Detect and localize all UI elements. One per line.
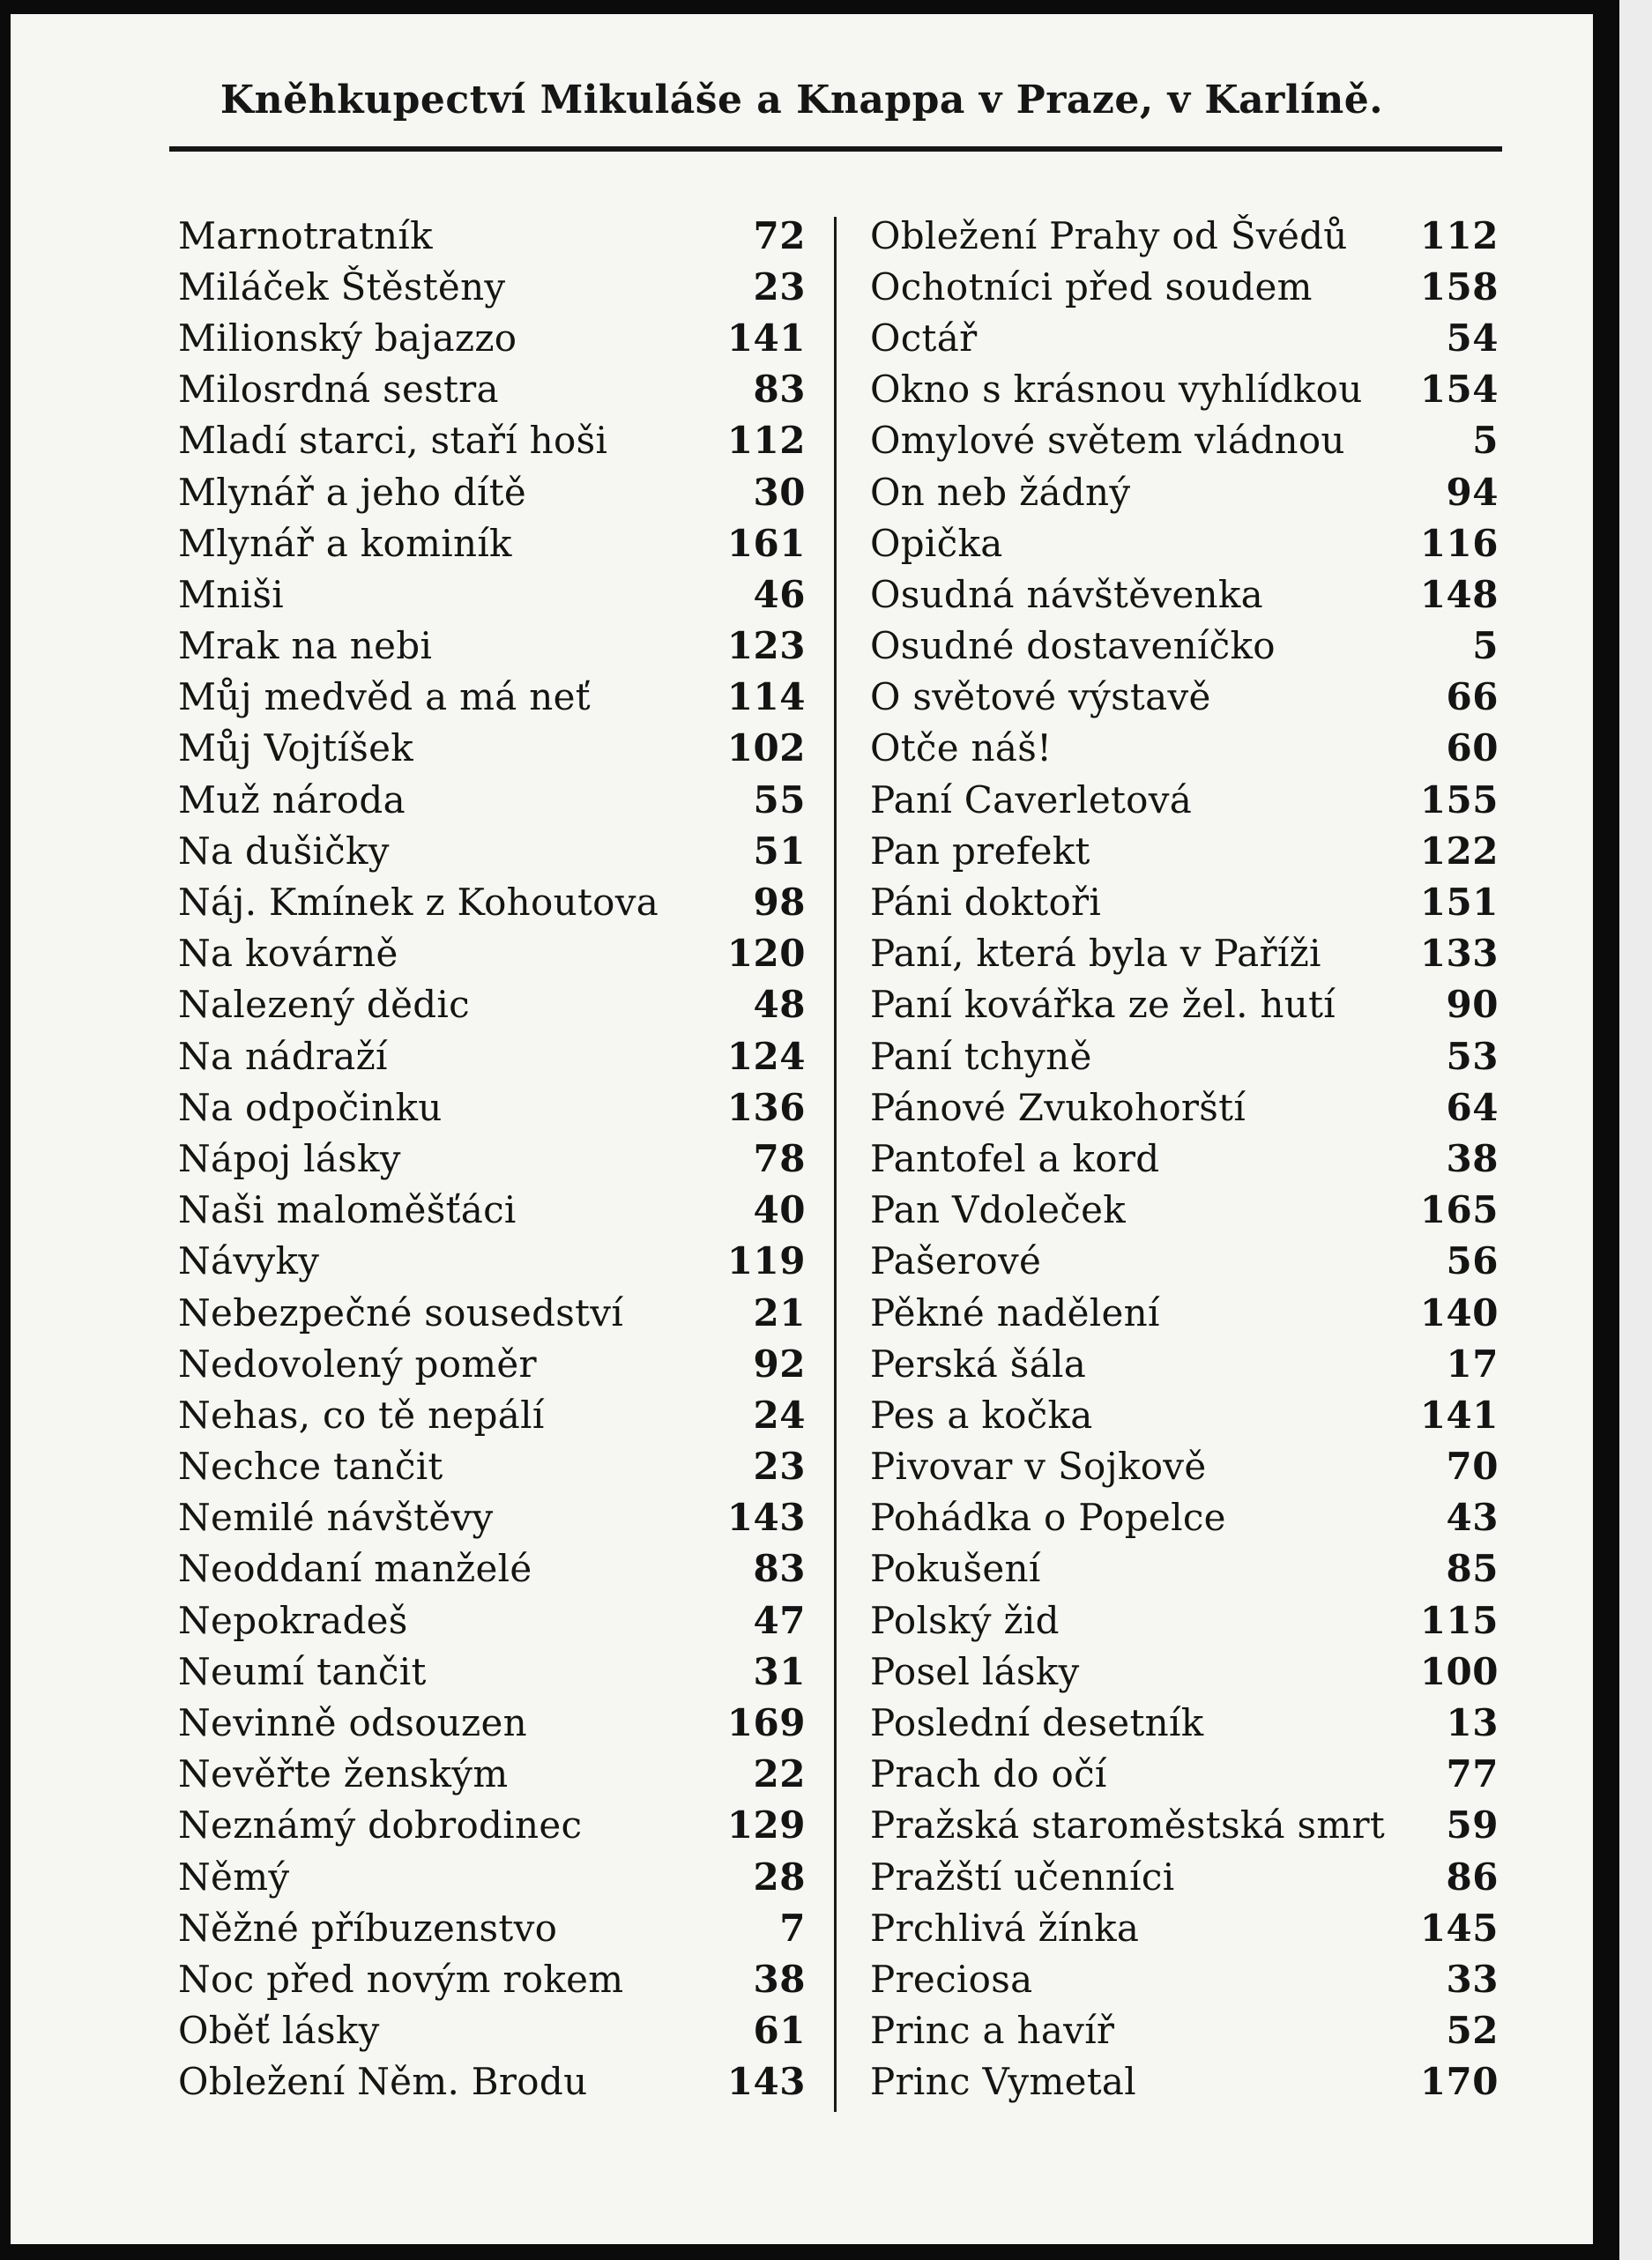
entry-title: On neb žádný [870, 470, 1131, 514]
list-item [870, 1441, 1499, 1492]
list-item [178, 1646, 806, 1697]
list-item [178, 1287, 806, 1338]
entry-title: Pantofel a kord [870, 1136, 1160, 1180]
entry-title: Prach do očí [870, 1752, 1107, 1796]
entry-page-number: 170 [1419, 2060, 1499, 2104]
entry-title: Můj medvěd a má neť [178, 675, 591, 719]
header-rule [169, 146, 1502, 152]
entry-page-number: 115 [1419, 1598, 1499, 1642]
entry-title: Octář [870, 316, 978, 360]
entry-page-number: 55 [753, 777, 806, 821]
entry-page-number: 64 [1446, 1085, 1499, 1129]
entry-title: Princ a havíř [870, 2009, 1115, 2053]
list-item [870, 1492, 1499, 1543]
entry-page-number: 40 [753, 1188, 806, 1232]
list-item [178, 1749, 806, 1800]
entry-title: Omylové světem vládnou [870, 419, 1345, 463]
entry-title: Nepokradeš [178, 1598, 408, 1642]
left-column [178, 210, 806, 2108]
page-header: Kněhkupectví Mikuláše a Knappa v Praze, v Karlíně. [220, 78, 1384, 123]
list-item [178, 517, 806, 569]
entry-title: Pohádka o Popelce [870, 1496, 1226, 1540]
list-item [870, 517, 1499, 569]
entry-page-number: 161 [726, 521, 806, 565]
entry-page-number: 145 [1419, 1906, 1499, 1950]
list-item [178, 825, 806, 876]
entry-title: Pivovar v Sojkově [870, 1445, 1207, 1489]
entry-page-number: 23 [753, 264, 806, 309]
entry-page-number: 7 [779, 1906, 806, 1950]
entry-page-number: 38 [1446, 1136, 1499, 1180]
list-item [870, 569, 1499, 620]
list-item [870, 1338, 1499, 1389]
entry-title: Pašerové [870, 1239, 1042, 1283]
list-item [178, 312, 806, 363]
entry-title: Poslední desetník [870, 1701, 1204, 1745]
list-item [870, 1902, 1499, 1953]
list-item [178, 723, 806, 774]
entry-title: Muž národa [178, 777, 406, 821]
entry-page-number: 48 [753, 983, 806, 1027]
entry-page-number: 30 [753, 470, 806, 514]
list-item [178, 928, 806, 979]
entry-title: Můj Vojtíšek [178, 726, 413, 770]
entry-page-number: 5 [1472, 624, 1499, 668]
list-item [178, 415, 806, 466]
list-item [870, 672, 1499, 723]
entry-title: O světové výstavě [870, 675, 1211, 719]
entry-title: Ochotníci před soudem [870, 264, 1313, 309]
entry-title: Milionský bajazzo [178, 316, 517, 360]
entry-page-number: 120 [726, 932, 806, 976]
entry-title: Pěkné nadělení [870, 1290, 1160, 1334]
entry-title: Pánové Zvukohorští [870, 1085, 1246, 1129]
entry-title: Mlynář a jeho dítě [178, 470, 527, 514]
entry-page-number: 60 [1446, 726, 1499, 770]
entry-page-number: 102 [726, 726, 806, 770]
list-item [870, 1595, 1499, 1646]
list-item [870, 1851, 1499, 1902]
entry-page-number: 78 [753, 1136, 806, 1180]
entry-page-number: 31 [753, 1649, 806, 1693]
list-item [178, 466, 806, 517]
list-item [178, 1082, 806, 1133]
entry-title: Prchlivá žínka [870, 1906, 1140, 1950]
list-item [178, 1595, 806, 1646]
entry-page-number: 165 [1419, 1188, 1499, 1232]
list-item [178, 1389, 806, 1440]
entry-title: Mrak na nebi [178, 624, 433, 668]
entry-title: Naši maloměšťáci [178, 1188, 517, 1232]
list-item [178, 364, 806, 415]
entry-page-number: 158 [1419, 264, 1499, 309]
entry-page-number: 122 [1419, 829, 1499, 873]
list-item [870, 1800, 1499, 1851]
list-item [178, 2056, 806, 2108]
list-item [870, 1287, 1499, 1338]
entry-page-number: 116 [1419, 521, 1499, 565]
entry-page-number: 53 [1446, 1034, 1499, 1078]
entry-page-number: 21 [753, 1290, 806, 1334]
entry-page-number: 46 [753, 572, 806, 616]
entry-title: Otče náš! [870, 726, 1053, 770]
entry-title: Paní, která byla v Paříži [870, 932, 1321, 976]
entry-title: Preciosa [870, 1957, 1033, 2001]
entry-page-number: 114 [726, 675, 806, 719]
list-item [870, 979, 1499, 1030]
entry-title: Nedovolený poměr [178, 1342, 537, 1386]
entry-page-number: 151 [1419, 881, 1499, 925]
list-item [870, 1133, 1499, 1184]
entry-title: Nápoj lásky [178, 1136, 401, 1180]
entry-title: Miláček Štěstěny [178, 264, 506, 309]
entry-title: Obležení Prahy od Švédů [870, 213, 1348, 257]
list-item [178, 1902, 806, 1953]
entry-page-number: 143 [726, 1496, 806, 1540]
list-item [178, 1953, 806, 2004]
list-item [178, 1133, 806, 1184]
entry-title: Nehas, co tě nepálí [178, 1393, 545, 1437]
entry-page-number: 133 [1419, 932, 1499, 976]
list-item [178, 569, 806, 620]
list-item [870, 1953, 1499, 2004]
list-item [870, 466, 1499, 517]
list-item [870, 415, 1499, 466]
list-item [178, 1441, 806, 1492]
entry-page-number: 23 [753, 1445, 806, 1489]
entry-title: Paní Caverletová [870, 777, 1193, 821]
entry-title: Nevěřte ženským [178, 1752, 509, 1796]
entry-page-number: 169 [726, 1701, 806, 1745]
entry-title: Pražská staroměstská smrt [870, 1803, 1386, 1847]
entry-page-number: 94 [1446, 470, 1499, 514]
entry-page-number: 56 [1446, 1239, 1499, 1283]
entry-page-number: 124 [726, 1034, 806, 1078]
entry-page-number: 143 [726, 2060, 806, 2104]
right-column [870, 210, 1499, 2108]
list-item [870, 2005, 1499, 2056]
list-item [178, 1851, 806, 1902]
list-item [178, 2005, 806, 2056]
entry-page-number: 13 [1446, 1701, 1499, 1745]
entry-page-number: 141 [1419, 1393, 1499, 1437]
entry-title: Nevinně odsouzen [178, 1701, 527, 1745]
entry-page-number: 148 [1419, 572, 1499, 616]
entry-page-number: 28 [753, 1855, 806, 1899]
entry-title: Neznámý dobrodinec [178, 1803, 583, 1847]
entry-title: Osudná návštěvenka [870, 572, 1263, 616]
entry-title: Nebezpečné sousedství [178, 1290, 624, 1334]
entry-title: Neumí tančit [178, 1649, 427, 1693]
entry-page-number: 17 [1446, 1342, 1499, 1386]
entry-page-number: 22 [753, 1752, 806, 1796]
list-item [870, 1236, 1499, 1287]
list-item [178, 1697, 806, 1748]
entry-title: Na kovárně [178, 932, 398, 976]
entry-title: Pes a kočka [870, 1393, 1093, 1437]
list-item [870, 774, 1499, 825]
entry-page-number: 141 [726, 316, 806, 360]
entry-page-number: 47 [753, 1598, 806, 1642]
entry-page-number: 54 [1446, 316, 1499, 360]
list-item [178, 979, 806, 1030]
entry-title: Neoddaní manželé [178, 1547, 532, 1591]
entry-page-number: 154 [1419, 368, 1499, 412]
list-item [870, 1030, 1499, 1082]
entry-title: Perská šála [870, 1342, 1087, 1386]
list-item [178, 876, 806, 927]
list-item [870, 312, 1499, 363]
entry-title: Na nádraží [178, 1034, 388, 1078]
entry-title: Milosrdná sestra [178, 368, 499, 412]
entry-page-number: 59 [1446, 1803, 1499, 1847]
entry-page-number: 123 [726, 624, 806, 668]
entry-page-number: 83 [753, 368, 806, 412]
entry-title: Nechce tančit [178, 1445, 443, 1489]
list-item [870, 1082, 1499, 1133]
list-item [870, 1749, 1499, 1800]
entry-title: Paní kovářka ze žel. hutí [870, 983, 1336, 1027]
entry-page-number: 86 [1446, 1855, 1499, 1899]
entry-title: Nalezený dědic [178, 983, 470, 1027]
entry-page-number: 51 [753, 829, 806, 873]
entry-title: Mlynář a kominík [178, 521, 512, 565]
entry-page-number: 83 [753, 1547, 806, 1591]
entry-page-number: 90 [1446, 983, 1499, 1027]
column-divider [834, 217, 837, 2112]
entry-title: Návyky [178, 1239, 320, 1283]
entry-title: Náj. Kmínek z Kohoutova [178, 881, 659, 925]
list-item [870, 723, 1499, 774]
entry-title: Polský žid [870, 1598, 1060, 1642]
entry-title: Opička [870, 521, 1003, 565]
list-item [178, 1236, 806, 1287]
list-item [178, 1338, 806, 1389]
entry-page-number: 66 [1446, 675, 1499, 719]
list-item [178, 261, 806, 312]
list-item [870, 928, 1499, 979]
list-item [178, 1185, 806, 1236]
list-item [870, 1389, 1499, 1440]
entry-title: Pan Vdoleček [870, 1188, 1127, 1232]
entry-page-number: 100 [1419, 1649, 1499, 1693]
entry-page-number: 61 [753, 2009, 806, 2053]
list-item [870, 210, 1499, 261]
entry-title: Princ Vymetal [870, 2060, 1136, 2104]
list-item [870, 364, 1499, 415]
entry-page-number: 70 [1446, 1445, 1499, 1489]
entry-title: Obležení Něm. Brodu [178, 2060, 588, 2104]
entry-title: Mladí starci, staří hoši [178, 419, 608, 463]
list-item [870, 1185, 1499, 1236]
entry-title: Okno s krásnou vyhlídkou [870, 368, 1363, 412]
scan-border [1593, 0, 1619, 2260]
catalog-page [11, 14, 1593, 2244]
entry-title: Němý [178, 1855, 290, 1899]
entry-title: Noc před novým rokem [178, 1957, 624, 2001]
list-item [178, 621, 806, 672]
entry-title: Oběť lásky [178, 2009, 380, 2053]
entry-page-number: 140 [1419, 1290, 1499, 1334]
entry-title: Na dušičky [178, 829, 390, 873]
entry-page-number: 92 [753, 1342, 806, 1386]
list-item [870, 261, 1499, 312]
list-item [178, 1030, 806, 1082]
entry-title: Posel lásky [870, 1649, 1080, 1693]
entry-page-number: 33 [1446, 1957, 1499, 2001]
entry-page-number: 98 [753, 881, 806, 925]
entry-title: Marnotratník [178, 213, 433, 257]
entry-title: Paní tchyně [870, 1034, 1092, 1078]
scan-edge [1619, 0, 1652, 2260]
list-item [870, 1646, 1499, 1697]
entry-title: Nemilé návštěvy [178, 1496, 494, 1540]
list-item [178, 1800, 806, 1851]
entry-page-number: 38 [753, 1957, 806, 2001]
list-item [870, 876, 1499, 927]
list-item [178, 672, 806, 723]
entry-page-number: 112 [726, 419, 806, 463]
entry-title: Něžné příbuzenstvo [178, 1906, 558, 1950]
entry-page-number: 136 [726, 1085, 806, 1129]
list-item [178, 774, 806, 825]
entry-title: Na odpočinku [178, 1085, 443, 1129]
list-item [870, 1697, 1499, 1748]
entry-page-number: 77 [1446, 1752, 1499, 1796]
entry-page-number: 24 [753, 1393, 806, 1437]
entry-title: Pražští učenníci [870, 1855, 1175, 1899]
list-item [178, 1543, 806, 1595]
entry-page-number: 129 [726, 1803, 806, 1847]
entry-title: Pokušení [870, 1547, 1041, 1591]
list-item [870, 2056, 1499, 2108]
entry-title: Pan prefekt [870, 829, 1090, 873]
list-item [870, 621, 1499, 672]
entry-page-number: 85 [1446, 1547, 1499, 1591]
entry-page-number: 43 [1446, 1496, 1499, 1540]
list-item [178, 1492, 806, 1543]
list-item [870, 825, 1499, 876]
entry-title: Mniši [178, 572, 284, 616]
list-item [178, 210, 806, 261]
entry-page-number: 72 [753, 213, 806, 257]
entry-page-number: 155 [1419, 777, 1499, 821]
entry-page-number: 119 [726, 1239, 806, 1283]
entry-page-number: 5 [1472, 419, 1499, 463]
entry-page-number: 112 [1419, 213, 1499, 257]
entry-title: Osudné dostaveníčko [870, 624, 1276, 668]
entry-title: Páni doktoři [870, 881, 1102, 925]
entry-page-number: 52 [1446, 2009, 1499, 2053]
list-item [870, 1543, 1499, 1595]
